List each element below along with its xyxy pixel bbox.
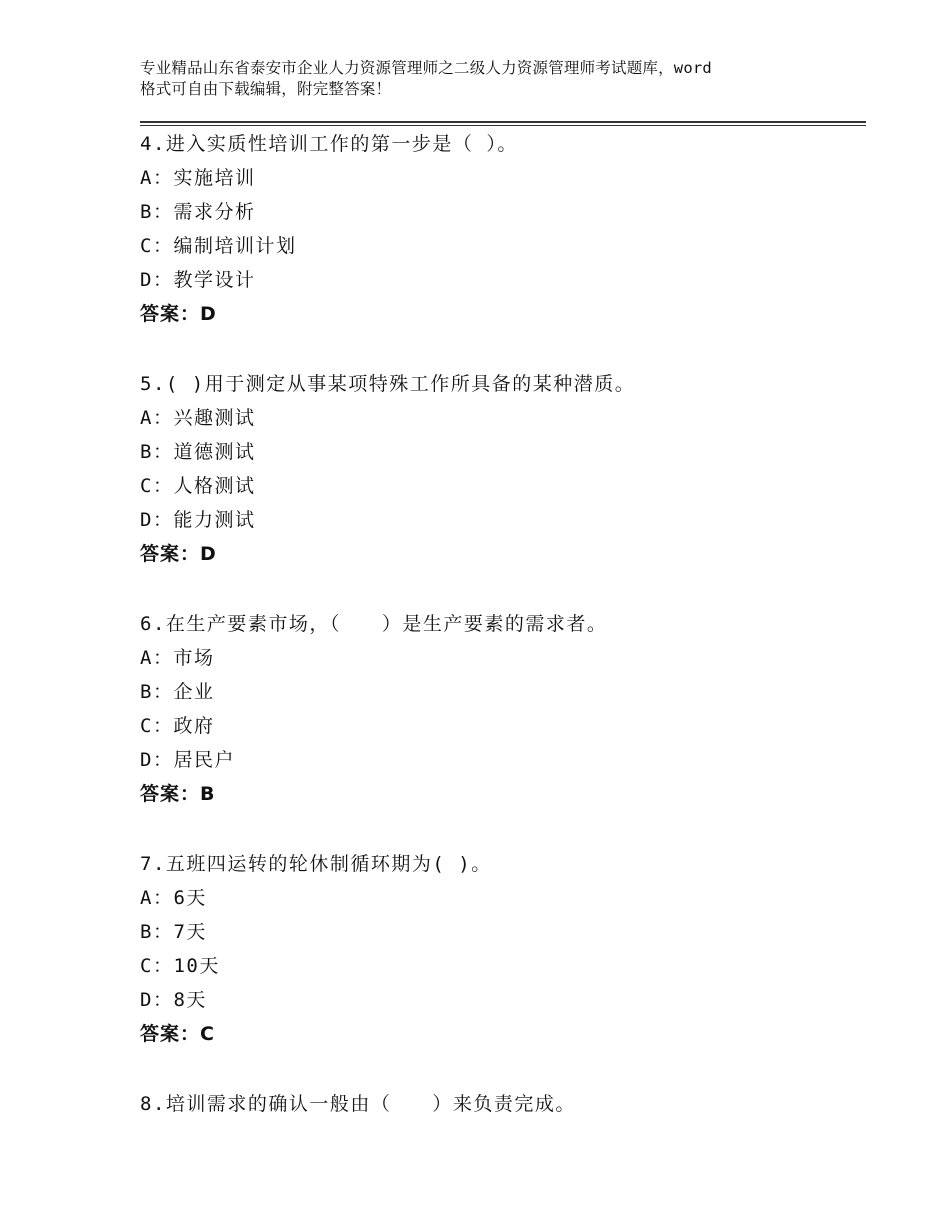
question-item	[140, 607, 866, 811]
option-a: A：6天	[140, 887, 207, 909]
option-b: B：道德测试	[140, 441, 256, 463]
question-item	[140, 1087, 866, 1121]
option-c: C：10天	[140, 955, 220, 977]
answer-label: 答案：D	[140, 543, 217, 565]
answer-label: 答案：B	[140, 783, 216, 805]
header-divider-thin	[140, 125, 866, 126]
answer-label: 答案：C	[140, 1023, 215, 1045]
question-item	[140, 127, 866, 331]
option-a: A：兴趣测试	[140, 407, 256, 429]
option-d: D：居民户	[140, 749, 235, 771]
option-d: D：能力测试	[140, 509, 256, 531]
question-stem: 5.( )用于测定从事某项特殊工作所具备的某种潜质。	[140, 373, 636, 395]
option-b: B：需求分析	[140, 201, 256, 223]
question-spacer	[140, 331, 866, 367]
option-c: C：人格测试	[140, 475, 256, 497]
question-stem: 4.进入实质性培训工作的第一步是（ ）。	[140, 133, 518, 155]
question-stem: 8.培训需求的确认一般由（ ）来负责完成。	[140, 1093, 576, 1115]
option-b: B：7天	[140, 921, 207, 943]
header-line-2: 格式可自由下载编辑，附完整答案！	[140, 80, 392, 98]
question-spacer	[140, 1051, 866, 1087]
option-a: A：实施培训	[140, 167, 256, 189]
option-c: C：政府	[140, 715, 215, 737]
option-c: C：编制培训计划	[140, 235, 297, 257]
question-item	[140, 847, 866, 1051]
option-d: D：8天	[140, 989, 207, 1011]
question-spacer	[140, 811, 866, 847]
question-list	[140, 127, 866, 1121]
option-b: B：企业	[140, 681, 215, 703]
header-divider-thick	[140, 121, 866, 123]
question-stem: 6.在生产要素市场，（ ）是生产要素的需求者。	[140, 613, 608, 635]
question-spacer	[140, 571, 866, 607]
document-header	[140, 58, 840, 100]
header-line-1: 专业精品山东省泰安市企业人力资源管理师之二级人力资源管理师考试题库，word	[140, 59, 712, 77]
option-d: D：教学设计	[140, 269, 256, 291]
answer-label: 答案：D	[140, 303, 217, 325]
option-a: A：市场	[140, 647, 215, 669]
question-item	[140, 367, 866, 571]
question-stem: 7.五班四运转的轮休制循环期为( )。	[140, 853, 492, 875]
